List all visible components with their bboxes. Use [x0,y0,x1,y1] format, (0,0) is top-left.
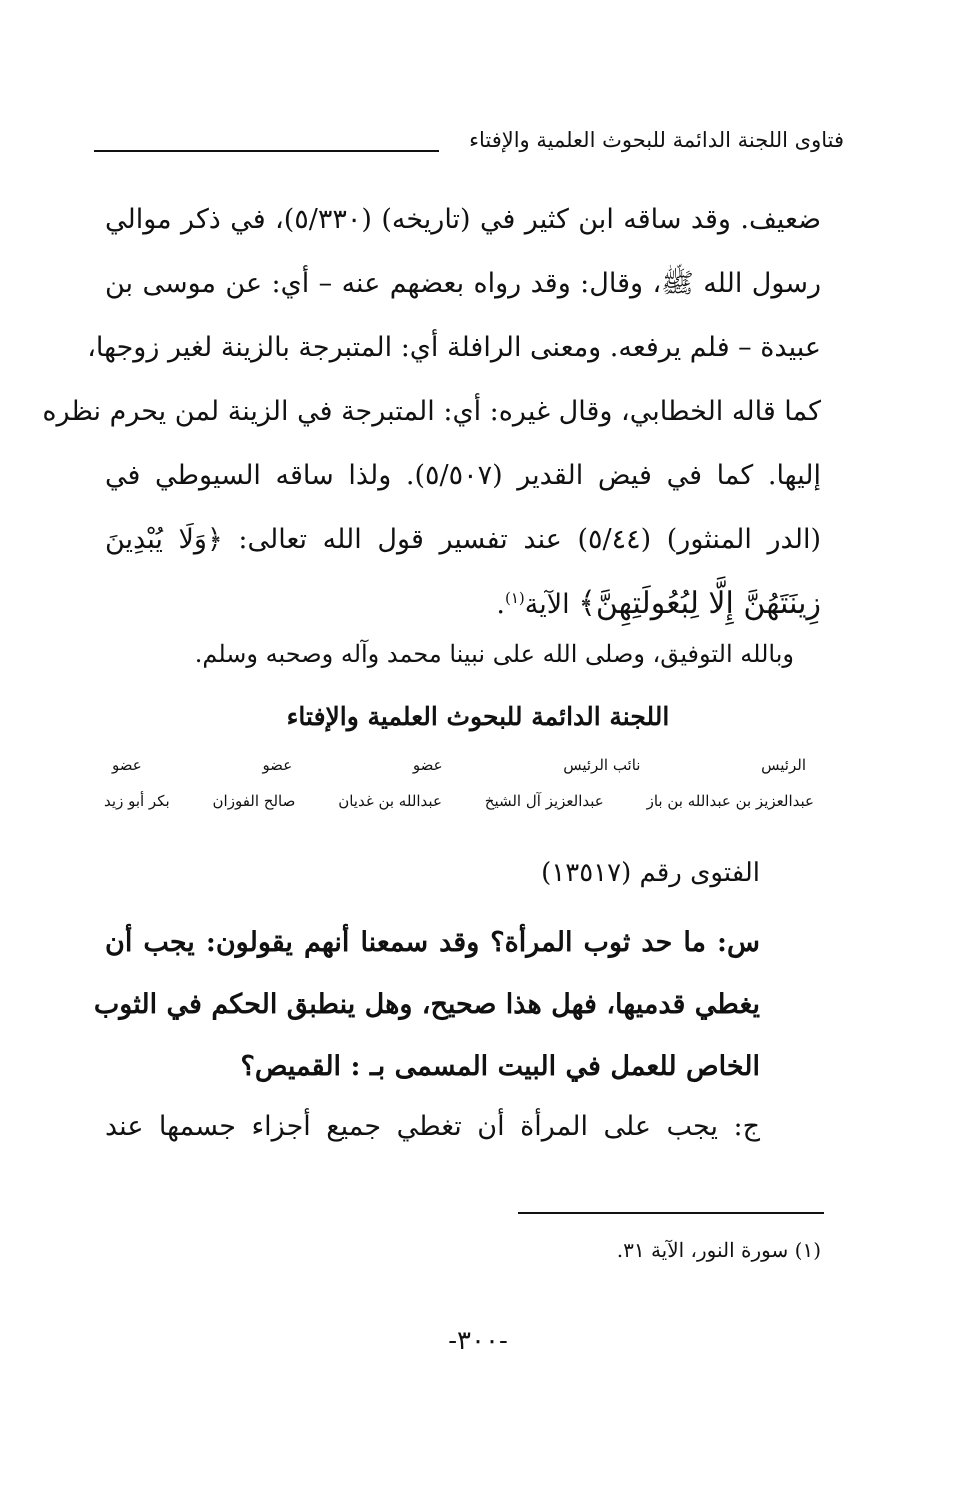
body-line: كما قاله الخطابي، وقال غيره: أي: المتبرجة في الزينة لمن يحرم نظره [42,396,821,427]
signature-role: نائب الرئيس [563,756,641,774]
footnote-reference: (١) [505,589,525,607]
footnote: (١) سورة النور، الآية ٣١. [616,1238,821,1262]
signatures-table [104,756,814,810]
fatwa-number: الفتوى رقم (١٣٥١٧) [541,858,760,888]
signature-names-row [104,792,814,810]
body-line: رسول الله ﷺ، وقال: وقد رواه بعضهم عنه – أي: عن موسى بن [105,268,821,299]
signature-name: عبدالعزيز بن عبدالله بن باز [646,792,814,810]
body-line: (الدر المنثور) (٥/٤٤) عند تفسير قول الله تعالى: ﴿وَلَا يُبْدِينَ [105,524,821,555]
signature-role: عضو [412,756,443,774]
body-line: عبيدة – فلم يرفعه. ومعنى الرافلة أي: المتبرجة بالزينة لغير زوجها، [87,332,821,363]
page-number: -٣٠٠- [448,1326,508,1356]
signature-name: عبدالله بن غديان [338,792,442,810]
body-line: ضعيف. وقد ساقه ابن كثير في (تاريخه) (٥/٣٣٠)، في ذكر موالي [105,204,821,235]
verse-label: الآية [524,589,579,620]
signature-roles-row [104,756,814,782]
body-paragraph [42,188,822,636]
signature-role: الرئيس [761,756,806,774]
sentence-end: . [496,589,505,620]
question-line: يغطي قدميها، فهل هذا صحيح، وهل ينطبق الحكم في الثوب [93,989,760,1020]
signature-name: صالح الفوزان [212,792,296,810]
signature-role: عضو [262,756,293,774]
committee-title: اللجنة الدائمة للبحوث العلمية والإفتاء [286,702,670,731]
footnote-rule [518,1212,824,1214]
question-block [93,912,760,1098]
closing-statement: وبالله التوفيق، وصلى الله على نبينا محمد وآله وصحبه وسلم. [194,640,794,668]
question-line: الخاص للعمل في البيت المسمى بـ : القميص؟ [240,1051,760,1082]
quran-verse: زِينَتَهُنَّ إِلَّا لِبُعُولَتِهِنَّ﴾ [578,586,821,621]
signature-name: عبدالعزيز آل الشيخ [484,792,604,810]
signature-role: عضو [112,756,142,774]
body-line-last [105,572,821,636]
answer-block [105,1096,760,1158]
signature-name: بكر أبو زيد [104,792,170,810]
question-line: س: ما حد ثوب المرأة؟ وقد سمعنا أنهم يقولون: يجب أن [105,927,760,958]
running-header-title: فتاوى اللجنة الدائمة للبحوث العلمية والإفتاء [469,128,844,152]
answer-line: ج: يجب على المرأة أن تغطي جميع أجزاء جسمها عند [105,1111,760,1142]
body-line: إليها. كما في فيض القدير (٥/٥٠٧). ولذا ساقه السيوطي في [105,460,822,491]
header-rule [94,150,439,152]
